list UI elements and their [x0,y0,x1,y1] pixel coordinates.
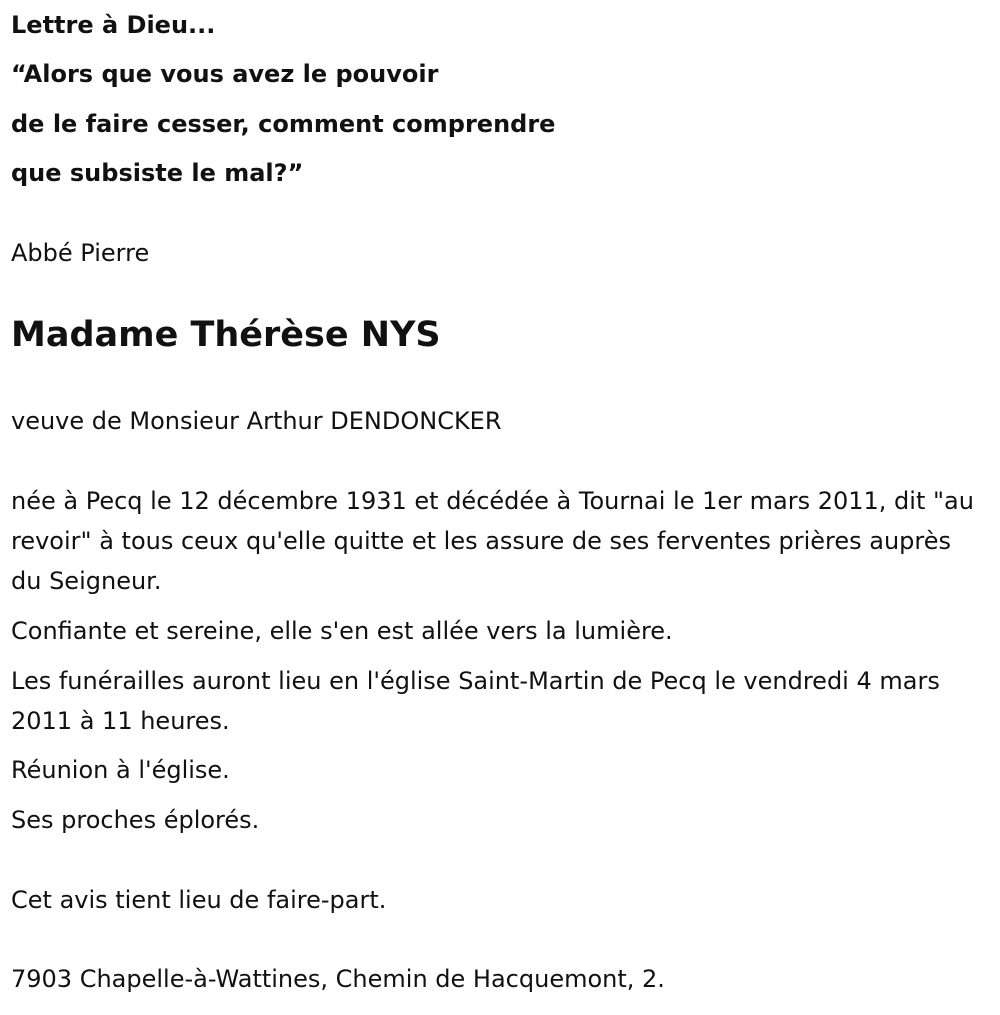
address-line: 7903 Chapelle-à-Wattines, Chemin de Hacquemont, 2. [11,965,665,993]
poem-line-2: de le faire cesser, comment comprendre [11,110,556,138]
poem-line-3: que subsiste le mal?” [11,159,304,187]
poem-line-1: “Alors que vous avez le pouvoir [11,60,439,88]
confidence-line: Confiante et sereine, elle s'en est allée vers la lumière. [11,617,673,645]
meeting-line: Réunion à l'église. [11,756,230,784]
funeral-paragraph: Les funérailles auront lieu en l'église Saint-Martin de Pecq le vendredi 4 mars 2011 à 11 heures. [11,667,940,735]
poem-heading: Lettre à Dieu... [11,11,216,39]
family-line: Ses proches éplorés. [11,806,260,834]
poem-author: Abbé Pierre [11,239,150,267]
deceased-name: Madame Thérèse NYS [11,315,441,355]
birth-death-paragraph: née à Pecq le 12 décembre 1931 et décédée à Tournai le 1er mars 2011, dit "au revoir" à tous ceux qu'elle quitte et les assure de ses ferventes prières auprès du Seigneur. [11,487,974,595]
notice-line: Cet avis tient lieu de faire-part. [11,886,387,914]
spouse-line: veuve de Monsieur Arthur DENDONCKER [11,407,502,435]
